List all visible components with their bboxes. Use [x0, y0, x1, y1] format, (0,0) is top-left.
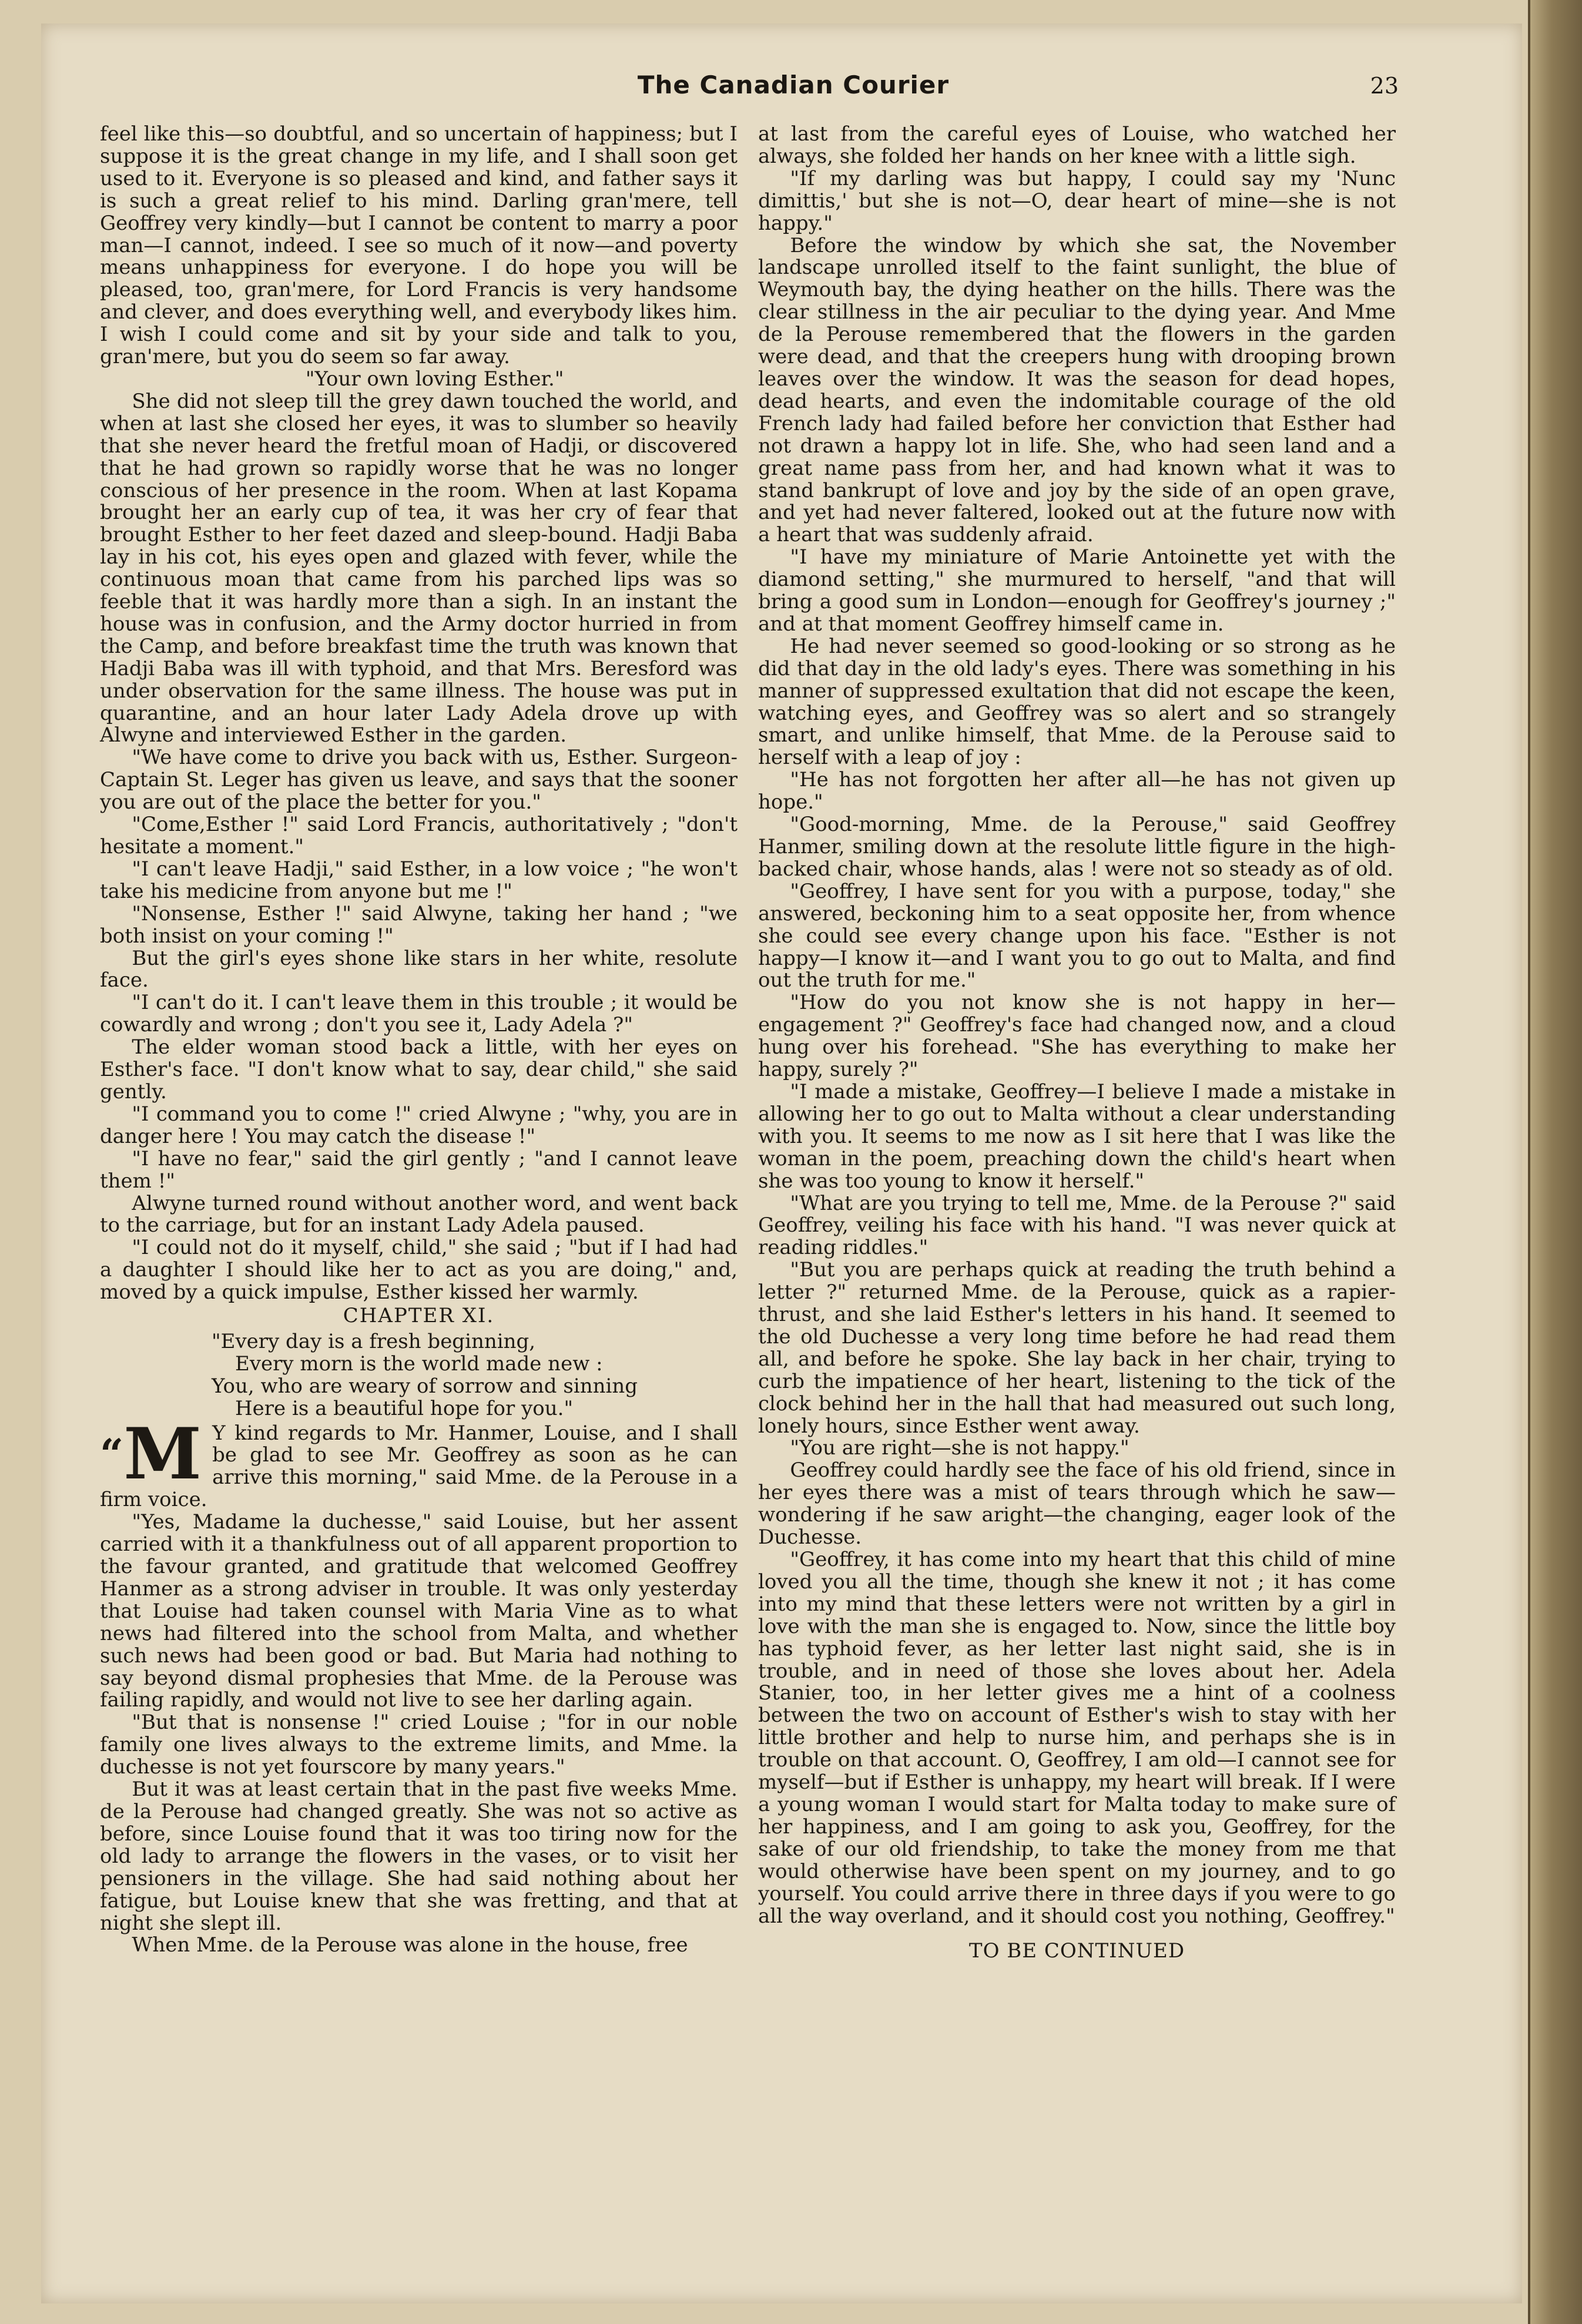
paragraph: "I can't leave Hadji," said Esther, in a low voice ; "he won't take his medicine from anyone but me !" — [100, 857, 738, 903]
paragraph: "Good-morning, Mme. de la Perouse," said Geoffrey Hanmer, smiling down at the resolute little figure in the high-backed chair, whose hands, alas ! were not so steady as of old. — [758, 813, 1396, 881]
paragraph: at last from the careful eyes of Louise, who watched her always, she folded her hands on her knee with a little sigh. — [758, 122, 1396, 168]
paragraph: "Geoffrey, it has come into my heart that this child of mine loved you all the time, though she knew it not ; it has come into my mind that these letters were not written by a girl in love with the man she is engaged to. Now, since the little boy has typhoid fever, as her letter last night said, she is in trouble, and in need of those she loves about her. Adela Stanier, too, in her letter gives me a hint of a coolness between the two on account of Esther's wish to stay with her little brother and help to nurse him, and perhaps she is in trouble on that account. O, Geoffrey, I am old—I cannot see for myself—but if Esther is unhappy, my heart will break. If I were a young woman I would start for Malta today to make sure of her happiness, and I am going to ask you, Geoffrey, for the sake of our old friendship, to take the money from me that would otherwise have been spent on my journey, and to go yourself. You could arrive there in three days if you were to go all the way overland, and it should cost you nothing, Geoffrey." — [758, 1548, 1396, 1928]
paragraph: Y kind regards to Mr. Hanmer, Louise, and I shall be glad to see Mr. Geoffrey as soon as he can arrive this morning," said Mme. de la Perouse in a firm voice. — [100, 1421, 738, 1512]
verse-line: Every morn is the world made new : — [235, 1352, 603, 1376]
paragraph: "What are you trying to tell me, Mme. de la Perouse ?" said Geoffrey, veiling his face with his hand. "I was never quick at reading riddles." — [758, 1191, 1396, 1260]
paragraph: "I have my miniature of Marie Antoinette yet with the diamond setting," she murmured to herself, "and that will bring a good sum in London—enough for Geoffrey's journey ;" and at that moment Geoffrey himself came in. — [758, 545, 1396, 636]
paragraph: "I could not do it myself, child," she said ; "but if I had had a daughter I should like her to act as you are doing," and, moved by a quick impulse, Esther kissed her warmly. — [100, 1236, 738, 1304]
paragraph: "How do you not know she is not happy in her—engagement ?" Geoffrey's face had changed now, and a cloud hung over his forehead. "She has everything to make her happy, surely ?" — [758, 991, 1396, 1082]
paragraph: He had never seemed so good-looking or so strong as he did that day in the old lady's eyes. There was something in his manner of suppressed exultation that did not escape the keen, watching eyes, and Geoffrey was so alert and so strangely smart, and unlike himself, that Mme. de la Perouse said to herself with a leap of joy : — [758, 634, 1396, 770]
paragraph: Geoffrey could hardly see the face of his old friend, since in her eyes there was a mist of tears through which he saw—wondering if he saw aright—the changing, eager look of the Duchesse. — [758, 1458, 1396, 1550]
verse-line: "Every day is a fresh beginning, — [212, 1329, 536, 1353]
drop-cap — [100, 1412, 202, 1495]
paragraph: "We have come to drive you back with us, Esther. Surgeon-Captain St. Leger has given us leave, and says that the sooner you are out of the place the better for you." — [100, 746, 738, 814]
paragraph: "I can't do it. I can't leave them in this trouble ; it would be cowardly and wrong ; don't you see it, Lady Adela ?" — [100, 991, 738, 1037]
epigraph-verse — [212, 1331, 738, 1420]
paragraph: "I have no fear," said the girl gently ; "and I cannot leave them !" — [100, 1146, 738, 1193]
drop-cap-letter: M — [123, 1412, 202, 1495]
running-head-title: The Canadian Courier — [637, 71, 950, 99]
verse-line: Here is a beautiful hope for you." — [235, 1396, 574, 1420]
paragraph: "Yes, Madame la duchesse," said Louise, but her assent carried with it a thankfulness out of all apparent proportion to the favour granted, and gratitude that welcomed Geoffrey Hanmer as a strong adviser in trouble. It was only yesterday that Louise had taken counsel with Maria Vine as to what news had filtered into the school from Malta, and whether such news had been good or bad. But Maria had nothing to say beyond dismal prophesies that Mme. de la Perouse was failing rapidly, and would not live to see her darling again. — [100, 1510, 738, 1712]
paragraph: She did not sleep till the grey dawn touched the world, and when at last she closed her eyes, it was to slumber so heavily that she never heard the fretful moan of Hadji, or discovered that he had grown so rapidly worse that he was no longer conscious of her presence in the room. When at last Kopama brought her an early cup of tea, it was her cry of fear that brought Esther to her feet dazed and sleep-bound. Hadji Baba lay in his cot, his eyes open and glazed with fever, while the continuous moan that came from his parched lips was so feeble that it was hardly more than a sigh. In an instant the house was in confusion, and the Army doctor hurried in from the Camp, and before breakfast time the truth was known that Hadji Baba was ill with typhoid, and that Mrs. Beresford was under observation for the same illness. The house was put in quarantine, and an hour later Lady Adela drove up with Alwyne and interviewed Esther in the garden. — [100, 389, 738, 747]
paragraph: Alwyne turned round without another word, and went back to the carriage, but for an instant Lady Adela paused. — [100, 1191, 738, 1238]
paragraph: "Nonsense, Esther !" said Alwyne, taking her hand ; "we both insist on your coming !" — [100, 901, 738, 948]
right-column — [758, 123, 1396, 1963]
paragraph: "But you are perhaps quick at reading the truth behind a letter ?" returned Mme. de la Perouse, quick as a rapier-thrust, and she laid Esther's letters in his hand. It seemed to the old Duchesse a very long time before he had read them all, and before he spoke. She lay back in her chair, trying to curb the impatience of her heart, listening to the tick of the clock behind her in the hall that had measured out such long, lonely hours, since Esther went away. — [758, 1258, 1396, 1438]
paragraph: "He has not forgotten her after all—he has not given up hope." — [758, 768, 1396, 814]
paragraph: "But that is nonsense !" cried Louise ; "for in our noble family one lives always to the extreme limits, and Mme. la duchesse is not yet fourscore by many years." — [100, 1711, 738, 1779]
paragraph: "Come,Esther !" said Lord Francis, authoritatively ; "don't hesitate a moment." — [100, 813, 738, 858]
paragraph: The elder woman stood back a little, with her eyes on Esther's face. "I don't know what to say, dear child," she said gently. — [100, 1035, 738, 1104]
paragraph: But it was at least certain that in the past five weeks Mme. de la Perouse had changed greatly. She was not so active as before, since Louise found that it was too tiring now for the old lady to arrange the flowers in the vases, or to visit her pensioners in the village. She had said nothing about her fatigue, but Louise knew that she was fretting, and that at night she slept ill. — [100, 1778, 738, 1935]
paragraph: But the girl's eyes shone like stars in her white, resolute face. — [100, 946, 738, 992]
paragraph: When Mme. de la Perouse was alone in the house, free — [132, 1933, 688, 1957]
drop-cap-quote: “ — [100, 1429, 124, 1478]
paragraph: Before the window by which she sat, the November landscape unrolled itself to the faint sunlight, the blue of Weymouth bay, the dying heather on the hills. There was the clear stillness in the air peculiar to the dying year. And Mme de la Perouse remembered that the flowers in the garden were dead, and that the creepers hung with drooping brown leaves over the window. It was the season for dead hopes, dead hearts, and even the indomitable courage of the old French lady had failed before her conviction that Esther had not drawn a happy lot in life. She, who had seen land and a great name pass from her, and had known what it was to stand bankrupt of love and joy by the side of an open grave, and yet had never faltered, looked out at the future now with a heart that was suddenly afraid. — [758, 233, 1396, 547]
chapter-heading: CHAPTER XI. — [343, 1304, 495, 1328]
binding-edge — [1528, 0, 1582, 2324]
letter-signoff: "Your own loving Esther." — [305, 367, 564, 391]
paragraph: "I made a mistake, Geoffrey—I believe I made a mistake in allowing her to go out to Malta without a clear understanding with you. It seems to me now as I sit here that I was like the woman in the poem, preaching down the child's heart when she was too young to know it herself." — [758, 1079, 1396, 1193]
paragraph: "I command you to come !" cried Alwyne ; "why, you are in danger here ! You may catch the disease !" — [100, 1102, 738, 1148]
verse-line: You, who are weary of sorrow and sinning — [212, 1374, 638, 1398]
paragraph: "If my darling was but happy, I could say my 'Nunc dimittis,' but she is not—O, dear heart of mine—she is not happy." — [758, 166, 1396, 235]
paragraph: feel like this—so doubtful, and so uncertain of happiness; but I suppose it is the great change in my life, and I shall soon get used to it. Everyone is so pleased and kind, and father says it is such a great relief to his mind. Darling gran'mere, tell Geoffrey very kindly—but I cannot be content to marry a poor man—I cannot, indeed. I see so much of it now—and poverty means unhappiness for everyone. I do hope you will be pleased, too, gran'mere, for Lord Francis is very handsome and clever, and does everything well, and everybody likes him. I wish I could come and sit by your side and talk to you, gran'mere, but you do seem so far away. — [100, 122, 738, 369]
page-number: 23 — [1370, 73, 1399, 99]
to-be-continued: TO BE CONTINUED — [968, 1939, 1185, 1963]
chapter-opening — [100, 1412, 738, 1512]
left-column — [100, 123, 738, 1957]
paragraph: "You are right—she is not happy." — [790, 1436, 1129, 1460]
paragraph: "Geoffrey, I have sent for you with a purpose, today," she answered, beckoning him to a seat opposite her, from whence she could see every change upon his face. "Esther is not happy—I know it—and I want you to go out to Malta, and find out the truth for me." — [758, 879, 1396, 992]
